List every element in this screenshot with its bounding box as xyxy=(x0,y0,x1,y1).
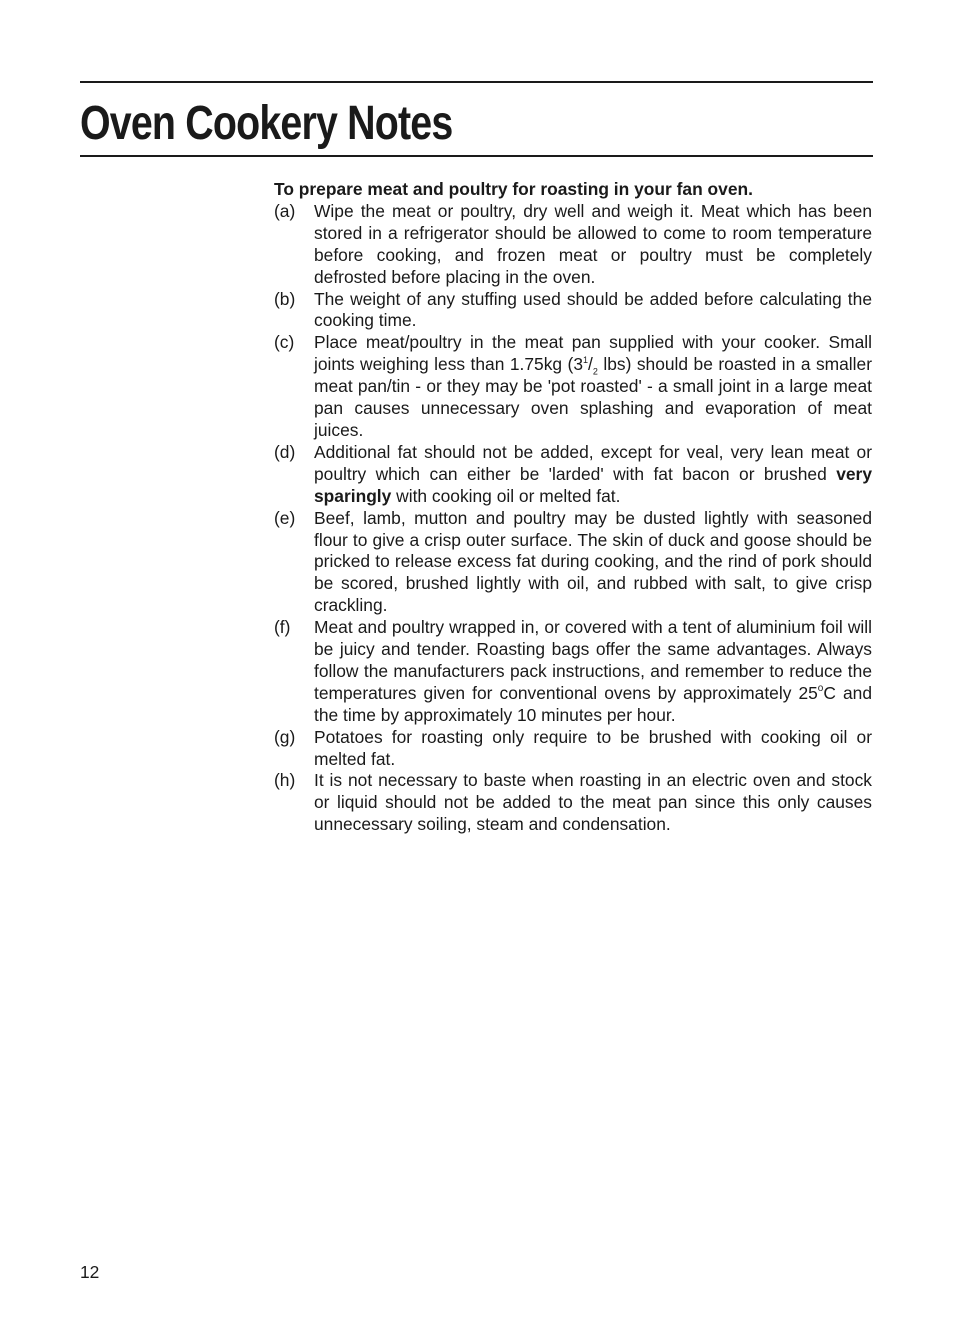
note-marker: (a) xyxy=(274,200,296,221)
note-text: Wipe the meat or poultry, dry well and weigh it. Meat which has been stored in a refrigerator should be allowed to come to room temperature before cooking, and frozen meat or poultry must be completely defrosted before placing in the oven. xyxy=(314,200,872,287)
note-text: Beef, lamb, mutton and poultry may be dusted lightly with seasoned flour to give a crisp outer surface. The skin of duck and goose should be pricked to release excess fat during cooking, and the rind of pork should be scored, brushed lightly with oil, and rubbed with salt, to give crisp crackling. xyxy=(314,507,872,616)
note-text xyxy=(314,617,872,727)
page-number: 12 xyxy=(80,1262,100,1282)
note-text: The weight of any stuffing used should be added before calculating the cooking time. xyxy=(314,288,872,331)
note-marker: (c) xyxy=(274,332,295,353)
note-item-h xyxy=(274,770,872,836)
top-rule xyxy=(80,81,873,83)
fraction-half xyxy=(583,354,598,377)
note-marker: (d) xyxy=(274,441,296,462)
note-item-g xyxy=(274,727,872,771)
fraction-denominator: 2 xyxy=(592,366,598,377)
note-text-part: Place meat/poultry in the meat pan supplied with your cooker. Small joints weighing less than 1.75kg (3 xyxy=(314,332,872,375)
main-content xyxy=(274,179,872,836)
title-underline-rule xyxy=(80,155,873,157)
page-title: Oven Cookery Notes xyxy=(80,97,453,150)
note-marker: (b) xyxy=(274,288,296,309)
note-item-c xyxy=(274,332,872,442)
fraction-slash: / xyxy=(588,354,593,375)
note-marker: (e) xyxy=(274,507,296,528)
note-marker: (h) xyxy=(274,770,296,791)
note-text: Potatoes for roasting only require to be brushed with cooking oil or melted fat. xyxy=(314,726,872,769)
note-marker: (f) xyxy=(274,617,291,638)
section-heading: To prepare meat and poultry for roasting in your fan oven. xyxy=(274,179,753,199)
note-text-part: lbs) should be roasted in a smaller meat pan/tin - or they may be 'pot roasted' - a small joint in a large meat pan causes unnecessary oven splashing and evaporation of meat juices. xyxy=(314,354,872,440)
note-marker: (g) xyxy=(274,726,296,747)
degree-symbol: o xyxy=(817,682,824,694)
note-text-part: Meat and poultry wrapped in, or covered with a tent of aluminium foil will be juicy and tender. Roasting bags offer the same advantages. Always follow the manufacturers pack instructions, and remember to reduce the temperatures given for conventional ovens by approximately 25 xyxy=(314,617,872,703)
note-item-b xyxy=(274,289,872,333)
fraction-numerator: 1 xyxy=(583,355,589,366)
note-item-e xyxy=(274,508,872,618)
note-item-f xyxy=(274,617,872,727)
note-text xyxy=(314,332,872,442)
note-text xyxy=(314,442,872,508)
notes-list xyxy=(274,201,872,836)
emphasis-text: very sparingly xyxy=(314,463,872,506)
note-text-part: with cooking oil or melted fat. xyxy=(391,485,621,506)
note-item-d xyxy=(274,442,872,508)
note-text-part: C and the time by approximately 10 minutes per hour. xyxy=(314,682,872,725)
note-item-a xyxy=(274,201,872,289)
note-text-part: Additional fat should not be added, except for veal, very lean meat or poultry which can either be 'larded' with fat bacon or brushed xyxy=(314,441,872,484)
note-text: It is not necessary to baste when roasting in an electric oven and stock or liquid should not be added to the meat pan since this only causes unnecessary soiling, steam and condensation. xyxy=(314,770,872,835)
